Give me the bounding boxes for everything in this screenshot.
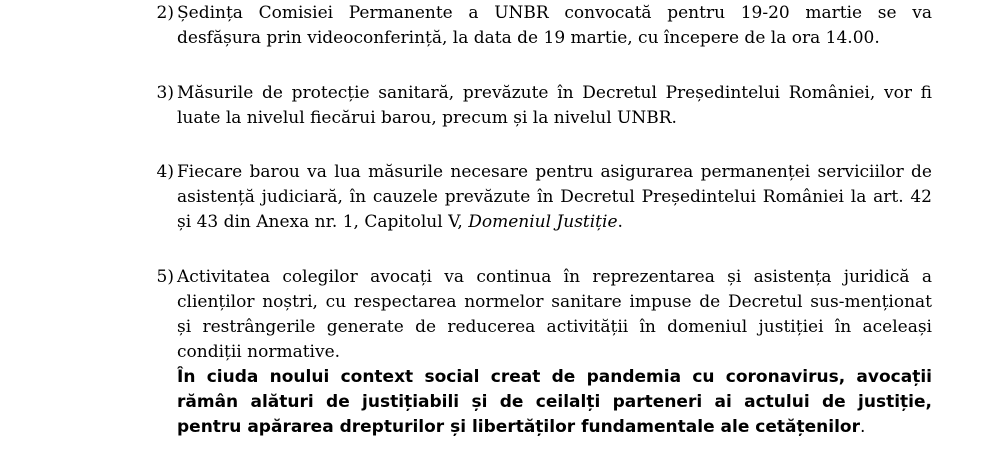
item-line: luate la nivelul fiecărui barou, precum și la nivelul UNBR. [177,108,677,128]
item-line: Măsurile de protecție sanitară, prevăzute în Decretul Președintelui României, vor fi [177,83,932,103]
bold-line-text: pentru apărarea drepturilor și libertăților fundamentale ale cetățenilor [177,417,860,437]
bold-line-end: . [859,417,866,437]
item-line: condiții normative. [177,342,341,362]
item-number: 3) [156,83,174,103]
item-line: și restrângerile generate de reducerea activității în domeniul justiției în aceleași [177,317,932,337]
item-text [177,265,932,440]
item-text [177,160,932,235]
item-line-end: . [617,212,623,232]
item-text [177,81,932,131]
bold-statement [177,365,932,440]
item-line-text: și 43 din Anexa nr. 1, Capitolul V, [177,212,469,232]
item-line: Activitatea colegilor avocați va continua în reprezentarea și asistența juridică a [177,267,932,287]
item-number: 5) [156,267,174,287]
item-line: clienților noștri, cu respectarea normelor sanitare impuse de Decretul sus-menționat [177,292,932,312]
bold-line: rămân alături de justițiabili și de ceilalți parteneri ai actului de justiție, [177,392,932,412]
item-number: 2) [156,3,174,23]
item-number: 4) [156,162,174,182]
item-line: desfășura prin videoconferință, la data de 19 martie, cu începere de la ora 14.00. [177,28,880,48]
item-line: asistență judiciară, în cauzele prevăzute în Decretul Președintelui României la art. 42 [177,187,932,207]
bold-line-last [177,415,932,440]
item-line [177,210,932,235]
item-text [177,1,932,51]
bold-line: În ciuda noului context social creat de pandemia cu coronavirus, avocații [177,367,932,387]
italic-domain-text: Domeniul Justiție [468,212,618,232]
item-line: Fiecare barou va lua măsurile necesare pentru asigurarea permanenței serviciilor de [177,162,932,182]
item-line: Ședința Comisiei Permanente a UNBR convocată pentru 19-20 martie se va [177,3,932,23]
